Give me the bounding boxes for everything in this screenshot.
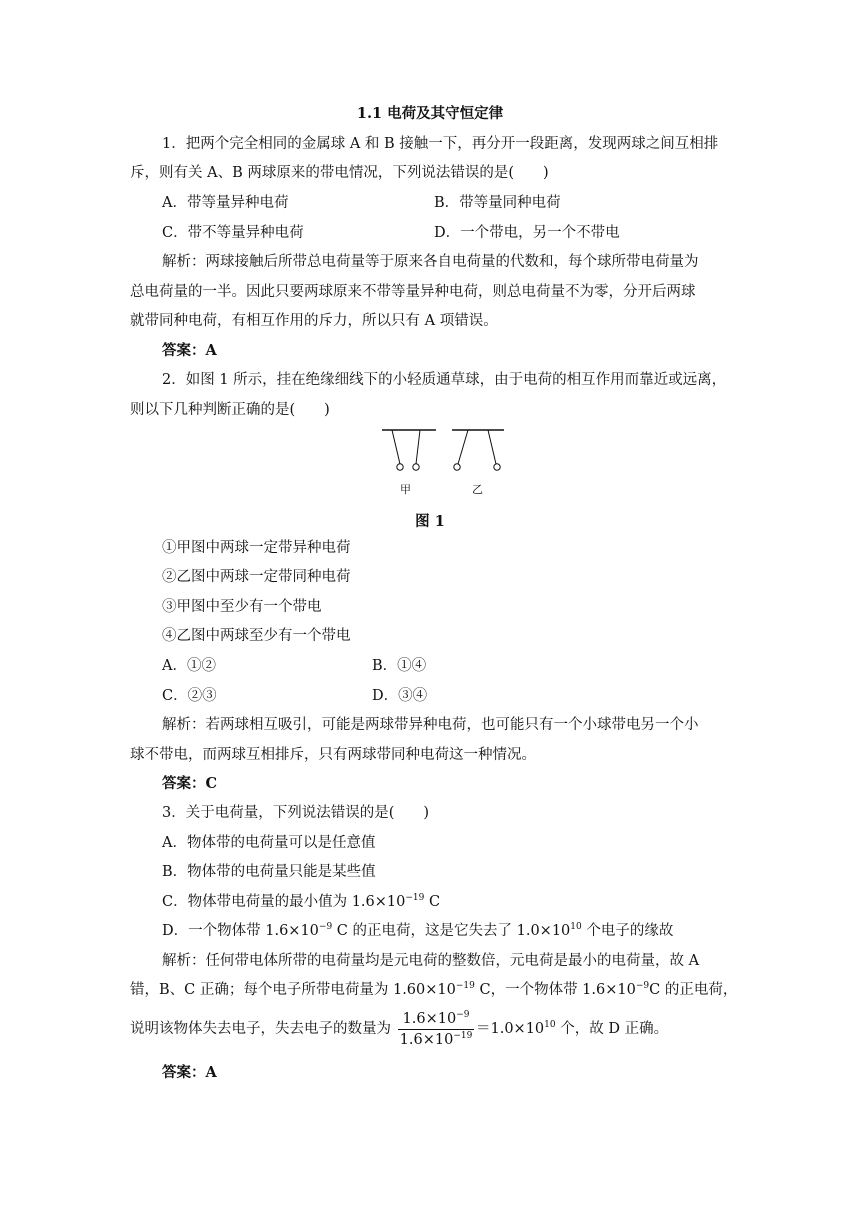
q2-analysis-line2: 球不带电，而两球互相排斥，只有两球带同种电荷这一种情况。 — [130, 747, 536, 763]
q3-analysis-line1: 解析：任何带电体所带的电荷量均是元电荷的整数倍，元电荷是最小的电荷量，故 A — [162, 953, 700, 969]
result-base: ＝1.0×10 — [476, 1021, 545, 1037]
result-text: 个，故 D 正确。 — [555, 1021, 669, 1037]
figure-hanging-balls — [380, 424, 512, 506]
right-ball-1 — [454, 464, 460, 470]
denominator-exponent: −19 — [453, 1031, 473, 1041]
q2-stem-line2: 则以下几种判断正确的是( ) — [130, 402, 330, 418]
q3-option-c-unit: C — [424, 894, 441, 910]
q2-option-b: B．①④ — [372, 658, 427, 674]
q3-analysis-line2-text1: 错，B、C 正确；每个电子所带电荷量为 1.60×10 — [130, 982, 456, 998]
q1-option-a: A．带等量异种电荷 — [162, 195, 289, 211]
q3-analysis-line2-text2: C，一个物体带 1.6×10 — [474, 982, 636, 998]
electron-count-fraction — [398, 1010, 474, 1049]
q3-option-c-exponent: −19 — [405, 893, 425, 903]
q2-option-c: C．②③ — [162, 688, 217, 704]
q3-option-d-text3: 个电子的缘故 — [581, 923, 674, 939]
q1-stem-line1: 1．把两个完全相同的金属球 A 和 B 接触一下，再分开一段距离，发现两球之间互相排 — [162, 136, 719, 152]
page-title: 1.1 电荷及其守恒定律 — [356, 105, 504, 122]
left-thread-2 — [416, 430, 420, 464]
figure-label-jia: 甲 — [400, 483, 411, 496]
q3-analysis-line3-prefix: 说明该物体失去电子，失去电子的数量为 — [130, 1021, 391, 1037]
q3-analysis-line2-exp2: −9 — [635, 981, 650, 991]
q1-answer: 答案：A — [162, 342, 217, 359]
q3-option-d-exponent2: 10 — [570, 922, 582, 932]
q1-analysis-line1: 解析：两球接触后所带总电荷量等于原来各自电荷量的代数和，每个球所带电荷量为 — [162, 254, 699, 270]
numerator-exponent: −9 — [456, 1010, 470, 1020]
q3-analysis-line2-exp1: −19 — [455, 981, 475, 991]
q2-statement-1: ①甲图中两球一定带异种电荷 — [162, 540, 351, 556]
fraction-denominator — [398, 1030, 474, 1049]
q1-analysis-line3: 就带同种电荷，有相互作用的斥力，所以只有 A 项错误。 — [130, 313, 498, 329]
q1-option-c: C．带不等量异种电荷 — [162, 225, 304, 241]
q2-option-a: A．①② — [162, 658, 216, 674]
q3-option-d — [162, 921, 673, 941]
numerator-base: 1.6×10 — [402, 1011, 457, 1027]
right-ball-2 — [494, 464, 500, 470]
q2-statement-2: ②乙图中两球一定带同种电荷 — [162, 569, 351, 585]
q1-option-b: B．带等量同种电荷 — [434, 195, 561, 211]
left-ball-1 — [397, 464, 403, 470]
q1-stem-line2: 斥，则有关 A、B 两球原来的带电情况，下列说法错误的是( ) — [130, 165, 549, 181]
q3-option-b: B．物体带的电荷量只能是某些值 — [162, 864, 376, 880]
fraction-numerator — [398, 1010, 474, 1030]
q2-answer: 答案：C — [162, 775, 218, 792]
q1-option-d: D．一个带电，另一个不带电 — [434, 225, 620, 241]
q3-stem: 3．关于电荷量，下列说法错误的是( ) — [162, 805, 430, 821]
q3-option-d-text2: C 的正电荷，这是它失去了 1.0×10 — [332, 923, 571, 939]
q3-option-d-text1: D．一个物体带 1.6×10 — [162, 923, 319, 939]
q3-option-c — [162, 892, 440, 912]
denominator-base: 1.6×10 — [399, 1032, 454, 1048]
q3-option-c-text: C．物体带电荷量的最小值为 1.6×10 — [162, 894, 406, 910]
right-thread-2 — [488, 430, 496, 464]
q2-statement-3: ③甲图中至少有一个带电 — [162, 599, 322, 615]
figure-caption: 图 1 — [415, 513, 445, 530]
q3-answer: 答案：A — [162, 1064, 217, 1081]
q3-option-a: A．物体带的电荷量可以是任意值 — [162, 835, 376, 851]
q2-analysis-line1: 解析：若两球相互吸引，可能是两球带异种电荷，也可能只有一个小球带电另一个小 — [162, 717, 699, 733]
left-ball-2 — [413, 464, 419, 470]
figure-label-yi: 乙 — [472, 483, 483, 496]
q2-option-d: D．③④ — [372, 688, 428, 704]
q1-analysis-line2: 总电荷量的一半。因此只要两球原来不带等量异种电荷，则总电荷量不为零，分开后两球 — [130, 284, 696, 300]
result-exponent: 10 — [544, 1020, 556, 1030]
q2-statement-4: ④乙图中两球至少有一个带电 — [162, 628, 351, 644]
q3-analysis-line2 — [130, 980, 737, 1000]
q2-stem-line1: 2．如图 1 所示，挂在绝缘细线下的小轻质通草球，由于电荷的相互作用而靠近或远离， — [162, 372, 727, 388]
q3-analysis-line3-result — [476, 1019, 668, 1039]
q3-analysis-line2-text3: C 的正电荷， — [649, 982, 738, 998]
right-thread-1 — [458, 430, 468, 464]
q3-option-d-exponent1: −9 — [318, 922, 333, 932]
left-thread-1 — [392, 430, 400, 464]
